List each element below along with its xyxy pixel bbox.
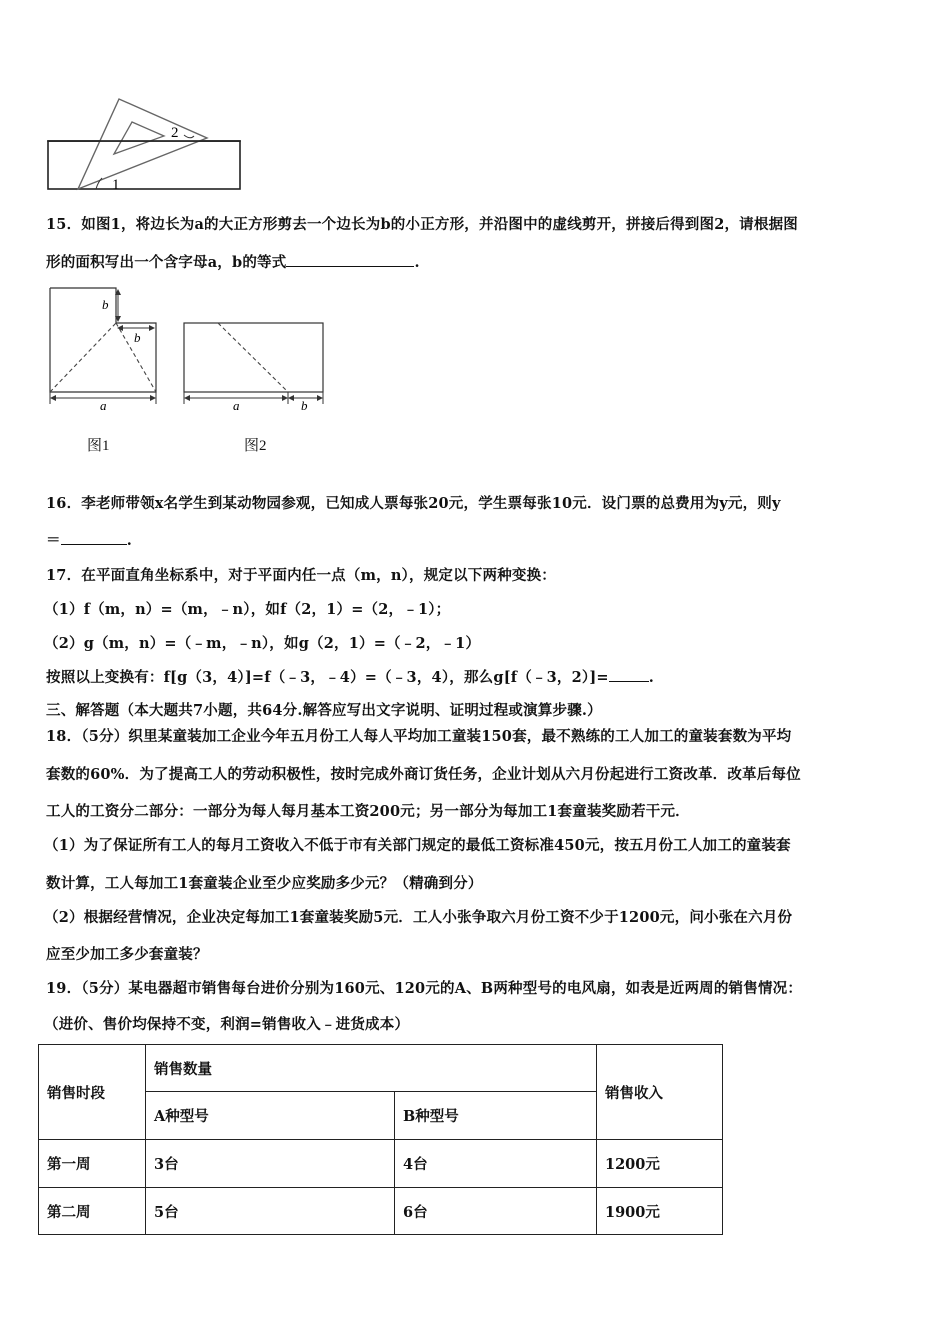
- q18-line-3: 工人的工资分二部分：一部分为每人每月基本工资200元；另一部分为每加工1套童装奖励若干元．: [46, 803, 690, 820]
- row-2-revenue: 1900元: [597, 1188, 723, 1235]
- header-revenue: 销售收入: [597, 1045, 723, 1140]
- fig2-dash: [218, 323, 288, 392]
- q18-line-1: 18．（5分）织里某童装加工企业今年五月份工人每人平均加工童装150套，最不熟练的工人加工的童装套数为平均: [46, 728, 792, 745]
- q17-intro: 17．在平面直角坐标系中，对于平面内任一点（m，n），规定以下两种变换：: [46, 567, 557, 584]
- q19-line-2: （进价、售价均保持不变，利润=销售收入﹣进货成本）: [44, 1016, 410, 1033]
- q17-answer-blank[interactable]: [609, 667, 649, 682]
- q18-sub2-line-1: （2）根据经营情况，企业决定每加工1套童装奖励5元．工人小张争取六月份工资不少于1200元，问小张在六月份: [44, 909, 793, 926]
- angle-2-label: 2: [171, 125, 179, 141]
- q17-period: .: [648, 669, 654, 686]
- q17-rule-2: （2）g（m，n）=（﹣m，﹣n），如g（2，1）=（﹣2，﹣1）: [44, 635, 481, 652]
- q15-answer-blank[interactable]: [286, 252, 414, 267]
- q15-line-1: 15．如图1，将边长为a的大正方形剪去一个边长为b的小正方形，并沿图中的虚线剪开，拼接后得到图2，请根据图: [46, 216, 798, 233]
- fig1-a-arrow-right: [150, 395, 156, 401]
- q16-equals: ＝: [46, 532, 61, 549]
- header-quantity: 销售数量: [146, 1045, 597, 1092]
- q18-sub2-line-2: 应至少加工多少套童装？: [46, 946, 208, 963]
- fig2-b-arrow-right: [317, 395, 323, 401]
- fig1-label-b-horiz: b: [134, 330, 141, 345]
- row-1-revenue: 1200元: [597, 1140, 723, 1188]
- row-2-type-a: 5台: [146, 1188, 395, 1235]
- q15-figures: [44, 284, 334, 414]
- fig2-label-b: b: [301, 398, 308, 413]
- fig1-label-a: a: [100, 398, 107, 413]
- q16-line-2: [46, 529, 132, 550]
- fig1-a-arrow-left: [50, 395, 56, 401]
- q16-line-1: 16．李老师带领x名学生到某动物园参观，已知成人票每张20元，学生票每张10元．设门票的总费用为y元，则y: [46, 495, 781, 512]
- section-3-heading: 三、解答题（本大题共7小题，共64分.解答应写出文字说明、证明过程或演算步骤.）: [46, 702, 602, 719]
- header-type-b: B种型号: [395, 1092, 597, 1140]
- sales-table: [38, 1044, 723, 1235]
- row-2-type-b: 6台: [395, 1188, 597, 1235]
- q18-line-2: 套数的60%．为了提高工人的劳动积极性，按时完成外商订货任务，企业计划从六月份起进行工资改革．改革后每位: [46, 766, 801, 783]
- header-period: 销售时段: [39, 1045, 146, 1140]
- q18-sub1-line-2: 数计算，工人每加工1套童装企业至少应奖励多少元？（精确到分）: [46, 875, 483, 892]
- fig1-label-b-vert: b: [102, 297, 109, 312]
- fig1-b-arrow-right: [149, 325, 155, 331]
- q15-line-2-text: 形的面积写出一个含字母a，b的等式: [46, 254, 287, 271]
- fig1-dash-left: [50, 323, 116, 392]
- q17-question: [46, 666, 654, 687]
- q18-sub1-line-1: （1）为了保证所有工人的每月工资收入不低于市有关部门规定的最低工资标准450元，按五月份工人加工的童装套: [44, 837, 791, 854]
- q19-line-1: 19．（5分）某电器超市销售每台进价分别为160元、120元的A、B两种型号的电风扇，如表是近两周的销售情况：: [46, 980, 803, 997]
- set-square-figure: [44, 96, 244, 194]
- table-row: [39, 1140, 723, 1188]
- table-header-row-1: [39, 1045, 723, 1092]
- fig1-caption: 图1: [87, 438, 110, 454]
- fig2-a-arrow-right: [282, 395, 288, 401]
- q16-answer-blank[interactable]: [61, 530, 127, 545]
- row-1-type-b: 4台: [395, 1140, 597, 1188]
- row-2-period: 第二周: [39, 1188, 146, 1235]
- q15-line-2: [46, 251, 420, 272]
- q17-question-text: 按照以上变换有：f[g（3，4）]=f（﹣3，﹣4）=（﹣3，4），那么g[f（﹣3，2）]=: [46, 669, 609, 686]
- fig2-b-arrow-left: [288, 395, 294, 401]
- table-row: [39, 1188, 723, 1235]
- q17-rule-1: （1）f（m，n）=（m，﹣n），如f（2，1）=（2，﹣1）；: [44, 601, 451, 618]
- row-1-period: 第一周: [39, 1140, 146, 1188]
- fig2-label-a: a: [233, 398, 240, 413]
- angle-1-label: 1: [112, 177, 120, 193]
- q15-period: .: [414, 254, 420, 271]
- row-1-type-a: 3台: [146, 1140, 395, 1188]
- fig2-caption: 图2: [244, 438, 267, 454]
- q16-period: .: [126, 532, 132, 549]
- header-type-a: A种型号: [146, 1092, 395, 1140]
- fig2-a-arrow-left: [184, 395, 190, 401]
